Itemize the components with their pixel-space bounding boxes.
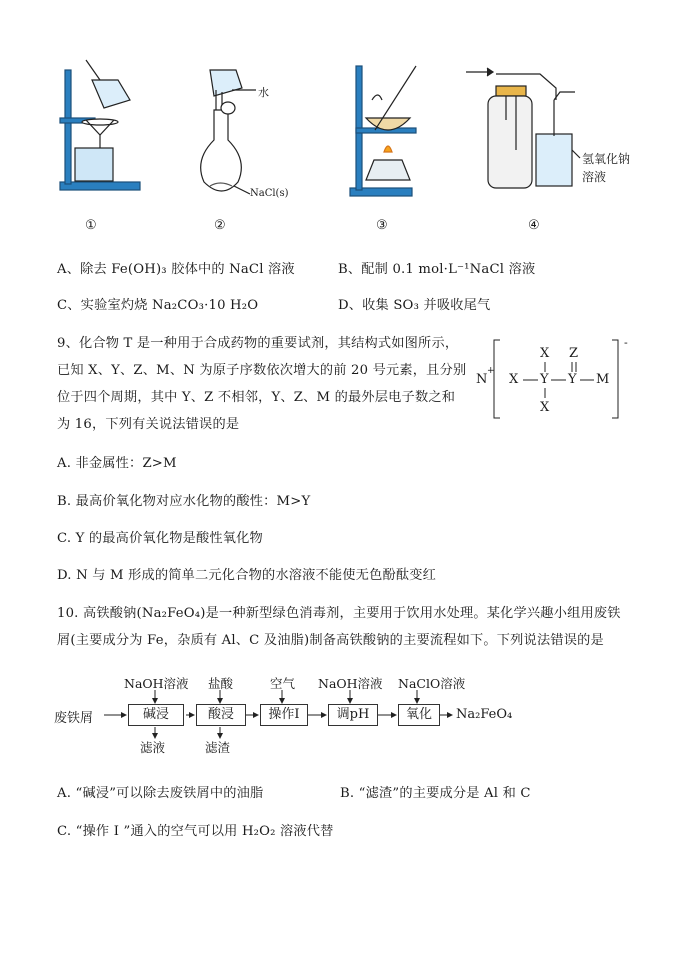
- flow-step-alkali-leach: 碱浸: [128, 704, 184, 726]
- heating-apparatus: [350, 66, 416, 196]
- flow-step-acid-leach: 酸浸: [196, 704, 246, 726]
- q9-option-c: C. Y 的最高价氧化物是酸性氧化物: [57, 531, 263, 546]
- process-flowchart: [54, 670, 580, 760]
- q9-stem-line3: 位于四个周期，其中 Y、Z 不相邻，Y、Z、M 的最外层电子数之和: [57, 390, 456, 405]
- q8-option-c: C、实验室灼烧 Na₂CO₃·10 H₂O: [57, 298, 259, 313]
- reagent-hcl: 盐酸: [208, 676, 234, 691]
- figure-number-4: ④: [528, 218, 540, 233]
- atom-y-1: Y: [540, 372, 549, 387]
- flow-step-oxidation: 氧化: [398, 704, 440, 726]
- reagent-naclo: NaClO溶液: [398, 676, 466, 691]
- output-filtrate: 滤液: [140, 740, 166, 755]
- q9-option-d: D. N 与 M 形成的简单二元化合物的水溶液不能使无色酚酞变红: [57, 568, 437, 583]
- flow-step-operation-i: 操作I: [260, 704, 308, 726]
- figure-number-1: ①: [85, 218, 97, 233]
- q10-option-c: C. “操作 I ”通入的空气可以用 H₂O₂ 溶液代替: [57, 824, 334, 839]
- figure-number-3: ③: [376, 218, 388, 233]
- structure-brackets: [472, 334, 642, 424]
- nacl-label: NaCl(s): [250, 188, 289, 199]
- q10-option-a: A. “碱浸”可以除去废铁屑中的油脂: [57, 786, 264, 801]
- volumetric-flask: [201, 70, 256, 194]
- q10-stem-line2: 屑(主要成分为 Fe，杂质有 Al、C 及油脂)制备高铁酸钠的主要流程如下。下列说法错误的是: [57, 633, 604, 648]
- reagent-air: 空气: [270, 676, 296, 691]
- reagent-naoh-1: NaOH溶液: [124, 676, 189, 691]
- q8-option-b: B、配制 0.1 mol·L⁻¹NaCl 溶液: [338, 262, 536, 277]
- naoh-label-line1: 氢氧化钠: [582, 152, 631, 166]
- figure-number-2: ②: [214, 218, 226, 233]
- filtration-apparatus: [60, 60, 140, 190]
- q9-option-a: A. 非金属性：Z>M: [57, 456, 177, 471]
- atom-x-top: X: [540, 346, 550, 361]
- flow-start-label: 废铁屑: [54, 711, 94, 726]
- cation-charge: +: [487, 366, 495, 376]
- q9-stem-line2: 已知 X、Y、Z、M、N 为原子序数依次增大的前 20 号元素，且分别: [57, 363, 467, 378]
- flow-step-adjust-ph: 调pH: [328, 704, 378, 726]
- gas-collection-apparatus: [466, 68, 580, 188]
- atom-m: M: [596, 372, 610, 387]
- apparatus-figure-row: [0, 0, 688, 240]
- q8-option-d: D、收集 SO₃ 并吸收尾气: [338, 298, 491, 313]
- q9-option-b: B. 最高价氧化物对应水化物的酸性：M>Y: [57, 494, 311, 509]
- q10-option-b: B. “滤渣”的主要成分是 Al 和 C: [340, 786, 531, 801]
- structural-formula: [472, 334, 642, 424]
- q9-stem-line1: 9、化合物 T 是一种用于合成药物的重要试剂，其结构式如图所示，: [57, 336, 459, 351]
- cation-symbol: N: [476, 372, 488, 387]
- naoh-label-line2: 溶液: [582, 170, 607, 184]
- atom-x-left: X: [509, 372, 519, 387]
- q10-stem-line1: 10. 高铁酸钠(Na₂FeO₄)是一种新型绿色消毒剂，主要用于饮用水处理。某化学兴趣小组用废铁: [57, 606, 621, 621]
- apparatus-illustrations: [0, 0, 688, 240]
- output-residue: 滤渣: [205, 740, 231, 755]
- flow-product: Na₂FeO₄: [456, 707, 513, 722]
- reagent-naoh-2: NaOH溶液: [318, 676, 383, 691]
- q9-stem-line4: 为 16，下列有关说法错误的是: [57, 417, 240, 432]
- q8-option-a: A、除去 Fe(OH)₃ 胶体中的 NaCl 溶液: [57, 262, 295, 277]
- atom-y-2: Y: [568, 372, 577, 387]
- anion-charge: -: [624, 336, 628, 349]
- atom-z: Z: [569, 346, 579, 361]
- atom-x-bottom: X: [540, 400, 550, 415]
- water-label: 水: [258, 86, 269, 99]
